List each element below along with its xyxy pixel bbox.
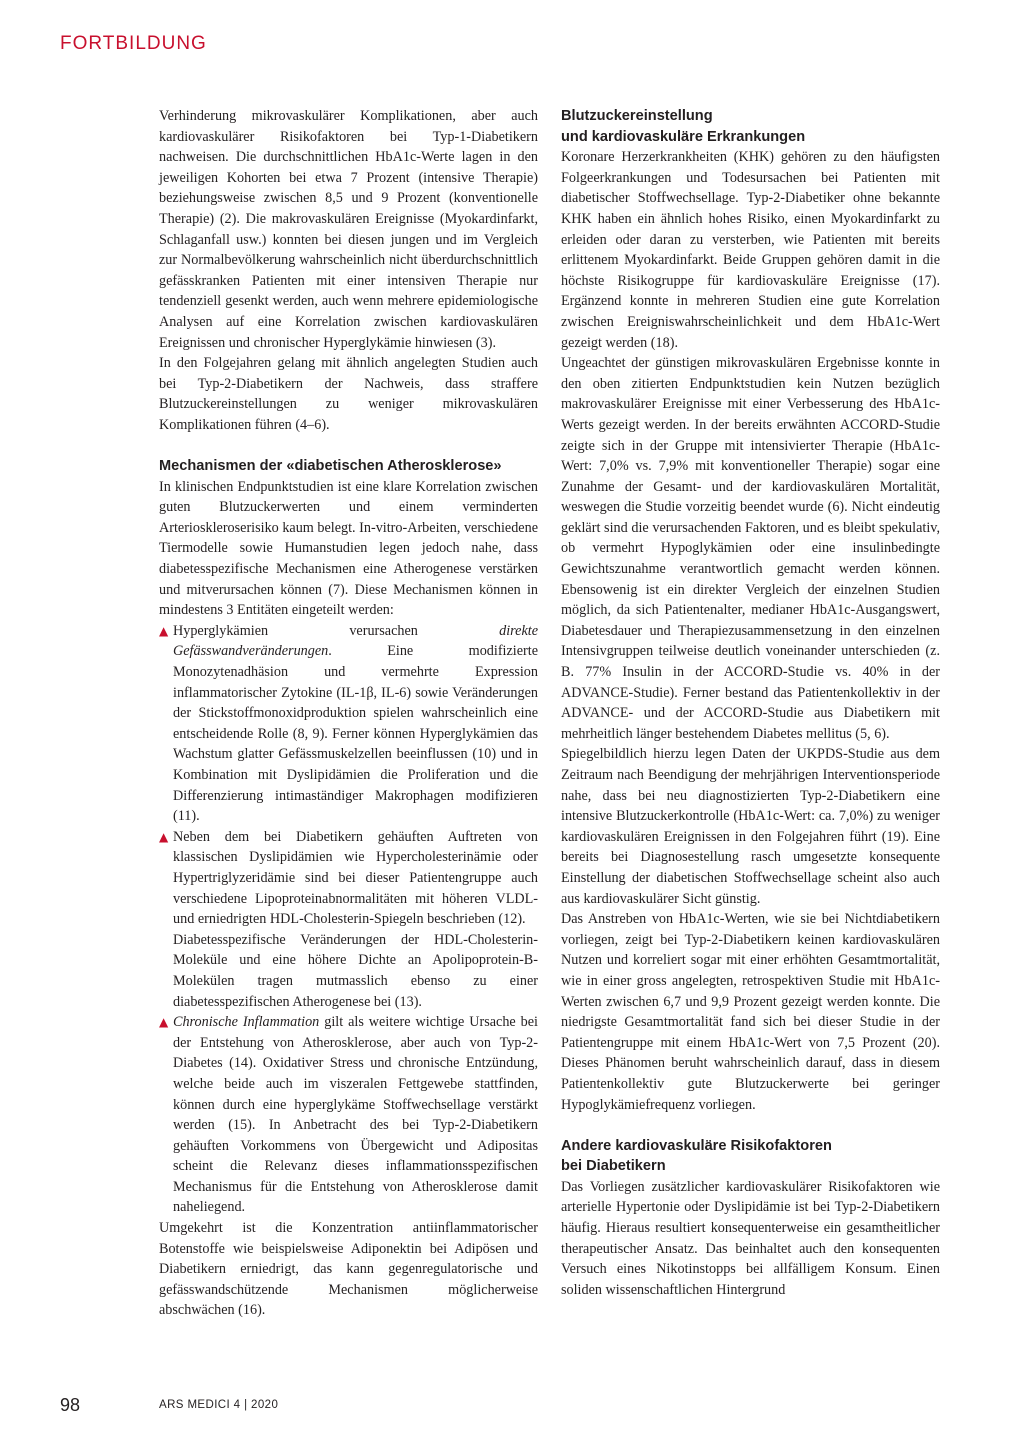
journal-footer: ARS MEDICI 4 | 2020 [159,1399,279,1411]
triangle-bullet-icon: ▲ [159,829,169,844]
page-number: 98 [60,1395,81,1415]
triangle-bullet-icon: ▲ [159,623,169,638]
section-heading: Mechanismen der «diabetischen Atherosklerose» [159,458,502,475]
left-column [159,106,538,1321]
right-column [561,106,940,1300]
paragraph: Spiegelbildlich hierzu legen Daten der UKPDS-Studie aus dem Zeitraum nach Beendigung der mehrjährigen Interventionsperiode nahe, dass bei neu diagnostizierten Typ-2-Diabetikern eine intensive Blutzuckerkontrolle (HbA1c-Wert: ca. 7,0%) zu weniger kardiovaskulären Ereignissen in den Folgejahren führt (19). Eine bereits bei Diagnosestellung rasch umgesetzte konsequente Einstellung der diabetischen Stoffwechsellage scheint also auch aus kardiovaskulärer Sicht günstig. [561,746,940,907]
paragraph: Koronare Herzerkrankheiten (KHK) gehören zu den häufigsten Folgeerkrankungen und Todesursachen bei Patienten mit diabetischer Stoffwechsellage. Typ-2-Diabetiker ohne bekannte KHK haben ein ähnlich hohes Risiko, einen Myokardinfarkt zu erleiden oder daran zu versterben, wie Patienten mit bereits erlittenem Myokardinfarkt. Beide Gruppen gehören damit in die höchste Risikogruppe für kardiovaskuläre Ereignisse (17). Ergänzend konnte in mehreren Studien eine gute Korrelation zwischen Ereigniswahrscheinlichkeit und dem HbA1c-Wert gezeigt werden (18). [561,149,940,351]
bullet-item: ▲ Neben dem bei Diabetikern gehäuften Auftreten von klassischen Dyslipidämien wie Hypercholesterinämie oder Hypertriglyzeridämie sind bei dieser Patientengruppe auch verschiedene Lipoproteinabnormalitäten mit höheren VLDL- und erniedrigten HDL-Cholesterin-Spiegeln beschrieben (12). [159,828,538,928]
bullet-item: ▲ Hyperglykämien verursachen direkte Gefässwandveränderungen. Eine modifizierte Monozytenadhäsion und vermehrte Expression inflammatorischer Zytokine (IL-1β, IL-6) sowie Veränderungen der Stickstoffmonoxidproduktion spielen wahrscheinlich eine entscheidende Rolle (8, 9). Ferner können Hyperglykämien das Wachstum glatter Gefässmuskelzellen beeinflussen (10) und in Kombination mit Dyslipidämien die Proliferation und die Differenzierung intimaständiger Makrophagen modifizieren (11). [159,622,538,825]
paragraph: In den Folgejahren gelang mit ähnlich angelegten Studien auch bei Typ-2-Diabetikern der Nachweis, dass straffere Blutzuckereinstellungen zu weniger mikrovaskulären Komplikationen führen (4–6). [159,355,538,433]
paragraph: Verhinderung mikrovaskulärer Komplikationen, aber auch kardiovaskulärer Risikofaktoren bei Typ-1-Diabetikern nachweisen. Die durchschnittlichen HbA1c-Werte lagen in den jeweiligen Kohorten bei etwa 7 Prozent (intensive Therapie) beziehungsweise zwischen 8,5 und 9 Prozent (konventionelle Therapie) (2). Die makrovaskulären Ereignisse (Myokardinfarkt, Schlaganfall usw.) konnten bei diesen jungen und im Vergleich zur Normalbevölkerung wahrscheinlich nicht überdurchschnittlich gefässkranken Patienten mit einer intensiven Therapie nur tendenziell gesenkt werden, auch wenn mehrere epidemiologische Analysen auf eine Korrelation zwischen kardiovaskulären Ereignissen und chronischer Hyperglykämie hinwiesen (3). [159,108,538,351]
section-heading: Andere kardiovaskuläre Risikofaktoren bei Diabetikern [561,1137,832,1175]
paragraph: Umgekehrt ist die Konzentration antiinflammatorischer Botenstoffe wie beispielsweise Adiponektin bei Adipösen und Diabetikern erniedrigt, das kann gegenregulatorische und gefässwandschützende Mechanismen möglicherweise abschwächen (16). [159,1220,538,1319]
paragraph: Ungeachtet der günstigen mikrovaskulären Ergebnisse konnte in den oben zitierten Endpunktstudien kein Nutzen bezüglich makrovaskulärer Ereignisse mit einer Verbesserung des HbA1c-Werts gezeigt werden. In der bereits erwähnten ACCORD-Studie zeigte sich in der Gruppe mit intensivierter Therapie (HbA1c-Wert: 7,0% vs. 7,9% mit konventioneller Therapie) sogar eine Zunahme der Gesamt- und der kardiovaskulären Mortalität, weswegen die Studie vorzeitig beendet wurde (6). Nicht eindeutig geklärt sind die verursachenden Faktoren, und es bleibt spekulativ, ob vermehrt Hypoglykämien oder eine insulinbedingte Gewichtszunahme verantwortlich gemacht werden können. Ebensowenig ist ein direkter Vergleich der einzelnen Studien möglich, da sich Patientenalter, medianer HbA1c-Ausgangswert, Diabetesdauer und Therapiezusammensetzung in den einzelnen Intensivgruppen teilweise deutlich voneinander unterschieden (z. B. 77% Insulin in der ACCORD-Studie vs. 40% in der ADVANCE-Studie). Ferner bestand das Patientenkollektiv in der ADVANCE- und der ACCORD-Studie aus Diabetikern mit mehrheitlich länger bestehendem Diabetes mellitus (5, 6). [561,355,940,742]
section-label: FORTBILDUNG [60,33,207,54]
paragraph: Das Vorliegen zusätzlicher kardiovaskulärer Risikofaktoren wie arterielle Hypertonie oder Dyslipidämie ist bei Typ-2-Diabetikern häufig. Hieraus resultiert konsequenterweise ein gesamtheitlicher therapeutischer Ansatz. Das beinhaltet auch den konsequenten Versuch eines Nikotinstopps bei allfälligem Konsum. Einen soliden wissenschaftlichen Hintergrund [561,1178,940,1298]
section-heading: Blutzuckereinstellung und kardiovaskuläre Erkrankungen [561,108,806,145]
paragraph: In klinischen Endpunktstudien ist eine klare Korrelation zwischen guten Blutzuckerwerten und einem verminderten Arterioskleroserisiko kaum belegt. In-vitro-Arbeiten, verschiedene Tiermodelle sowie Humanstudien legen jedoch nahe, dass diabetesspezifische Mechanismen eine Atherogenese verstärken und mitverursachen können (7). Diese Mechanismen können in mindestens 3 Entitäten eingeteilt werden: [159,478,538,619]
paragraph: Das Anstreben von HbA1c-Werten, wie sie bei Nichtdiabetikern vorliegen, zeigt bei Typ-2-Diabetikern keinen kardiovaskulären Nutzen und korreliert sogar mit einer erhöhten Gesamtmortalität, wie in einer gross angelegten, retrospektiven Studie mit HbA1c-Werten zwischen 6,7 und 9,9 Prozent gezeigt werden konnte. Die niedrigste Gesamtmortalität fand sich bei dieser Studie in der Patientengruppe mit einem HbA1c-Wert von 7,5 Prozent (20). Dieses Phänomen beruht wahrscheinlich darauf, dass in diesem Patientenkollektiv gute Blutzuckerwerte bei geringer Hypoglykämiefrequenz vorliegen. [561,911,940,1113]
bullet-continuation: Diabetesspezifische Veränderungen der HDL-Cholesterin-Moleküle und eine höhere Dichte an Apolipoprotein-B-Molekülen tragen mutmasslich ebenso zu einer diabetesspezifischen Atherogenese bei (13). [173,931,538,1010]
triangle-bullet-icon: ▲ [159,1015,169,1030]
bullet-item: ▲ Chronische Inflammation gilt als weitere wichtige Ursache bei der Entstehung von Atherosklerose, aber auch von Typ-2-Diabetes (14). Oxidativer Stress und chronische Entzündung, welche beide auch im viszeralen Fettgewebe stattfinden, können durch eine hyperglykäme Stoffwechsellage verstärkt werden (15). In Anbetracht des bei Typ-2-Diabetikern gehäuften Vorkommens von Übergewicht und Adipositas scheint die Relevanz dieses inflammationsspezifischen Mechanismus für die Entstehung von Atherosklerose damit naheliegend. [159,1014,538,1216]
